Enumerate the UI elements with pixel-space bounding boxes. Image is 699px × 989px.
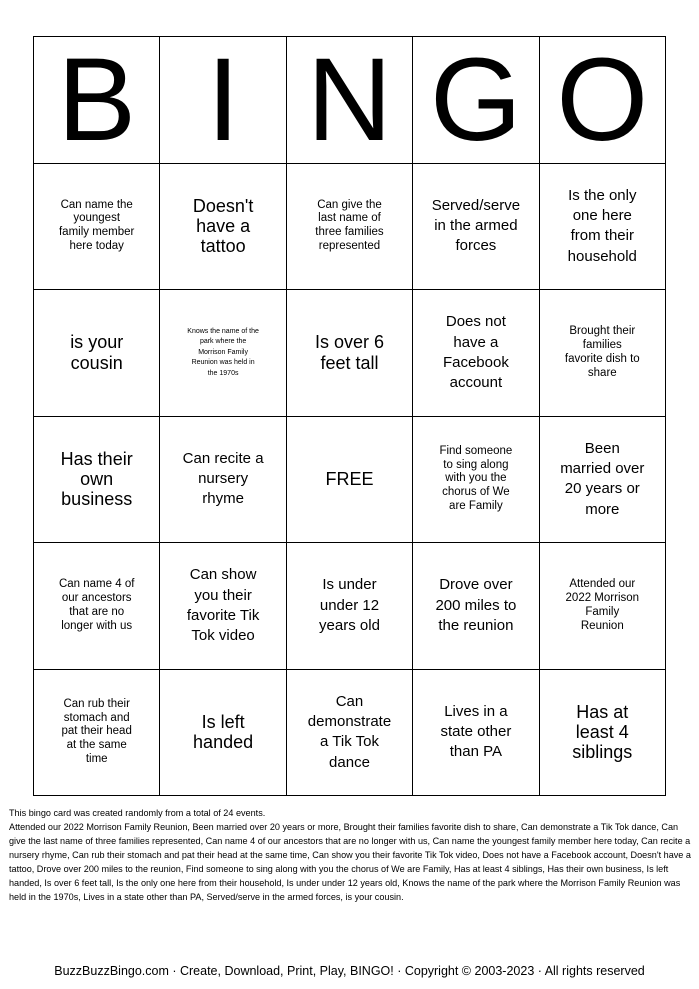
bingo-cell: Can show you their favorite Tik Tok video [160,543,286,670]
bingo-cell: Is the only one here from their household [540,164,666,291]
bingo-cell: Doesn't have a tattoo [160,164,286,291]
notes-event-list: Attended our 2022 Morrison Family Reunion, Been married over 20 years or more, Brought their families favorite dish to share, Can demonstrate a Tik Tok dance, Can give the last name of three families represented, Can name 4 of our ancestors that are no longer with us, Can name the youngest family member here today, Can recite a nursery rhyme, Can rub their stomach and pat their head at the same time, Can show you their favorite Tik Tok video, Does not have a Facebook account, Doesn't have a tattoo, Drove over 200 miles to the reunion, Find someone to sing along with you the chorus of We are Family, Has at least 4 siblings, Has their own business, Is left handed, Is over 6 feet tall, Is the only one here from their household, Is under under 12 years old, Knows the name of the park where the Morrison Family Reunion was held in the 1970s, Lives in a state other than PA, Served/serve in the armed forces, is your cousin. [9,822,691,902]
bingo-cell: is your cousin [34,290,160,417]
footer: BuzzBuzzBingo.com · Create, Download, Print, Play, BINGO! · Copyright © 2003-2023 · All rights reserved [54,964,645,978]
bingo-card [33,33,666,796]
bingo-cell: Does not have a Facebook account [413,290,539,417]
card-notes [9,806,691,904]
notes-intro: This bingo card was created randomly from a total of 24 events. [9,808,266,818]
bingo-cell: Has their own business [34,417,160,544]
bingo-cell: Is left handed [160,670,286,797]
bingo-cell: Knows the name of the park where the Morrison Family Reunion was held in the 1970s [160,290,286,417]
bingo-cell: Can demonstrate a Tik Tok dance [287,670,413,797]
bingo-cell: Lives in a state other than PA [413,670,539,797]
bingo-cell: Can name the youngest family member here today [34,164,160,291]
header-letter-b: B [34,37,160,164]
bingo-cell: Is over 6 feet tall [287,290,413,417]
bingo-cell: Can give the last name of three families represented [287,164,413,291]
header-letter-i: I [160,37,286,164]
bingo-cell: Is under under 12 years old [287,543,413,670]
header-letter-o: O [540,37,666,164]
bingo-cell: Has at least 4 siblings [540,670,666,797]
header-letter-g: G [413,37,539,164]
bingo-cell: Been married over 20 years or more [540,417,666,544]
bingo-cell: Can rub their stomach and pat their head at the same time [34,670,160,797]
header-letter-n: N [287,37,413,164]
bingo-cell: Brought their families favorite dish to share [540,290,666,417]
bingo-cell: Served/serve in the armed forces [413,164,539,291]
bingo-cell: Drove over 200 miles to the reunion [413,543,539,670]
bingo-cell: Find someone to sing along with you the chorus of We are Family [413,417,539,544]
bingo-cell: Attended our 2022 Morrison Family Reunion [540,543,666,670]
bingo-cell: Can recite a nursery rhyme [160,417,286,544]
free-space: FREE [287,417,413,544]
bingo-cell: Can name 4 of our ancestors that are no longer with us [34,543,160,670]
